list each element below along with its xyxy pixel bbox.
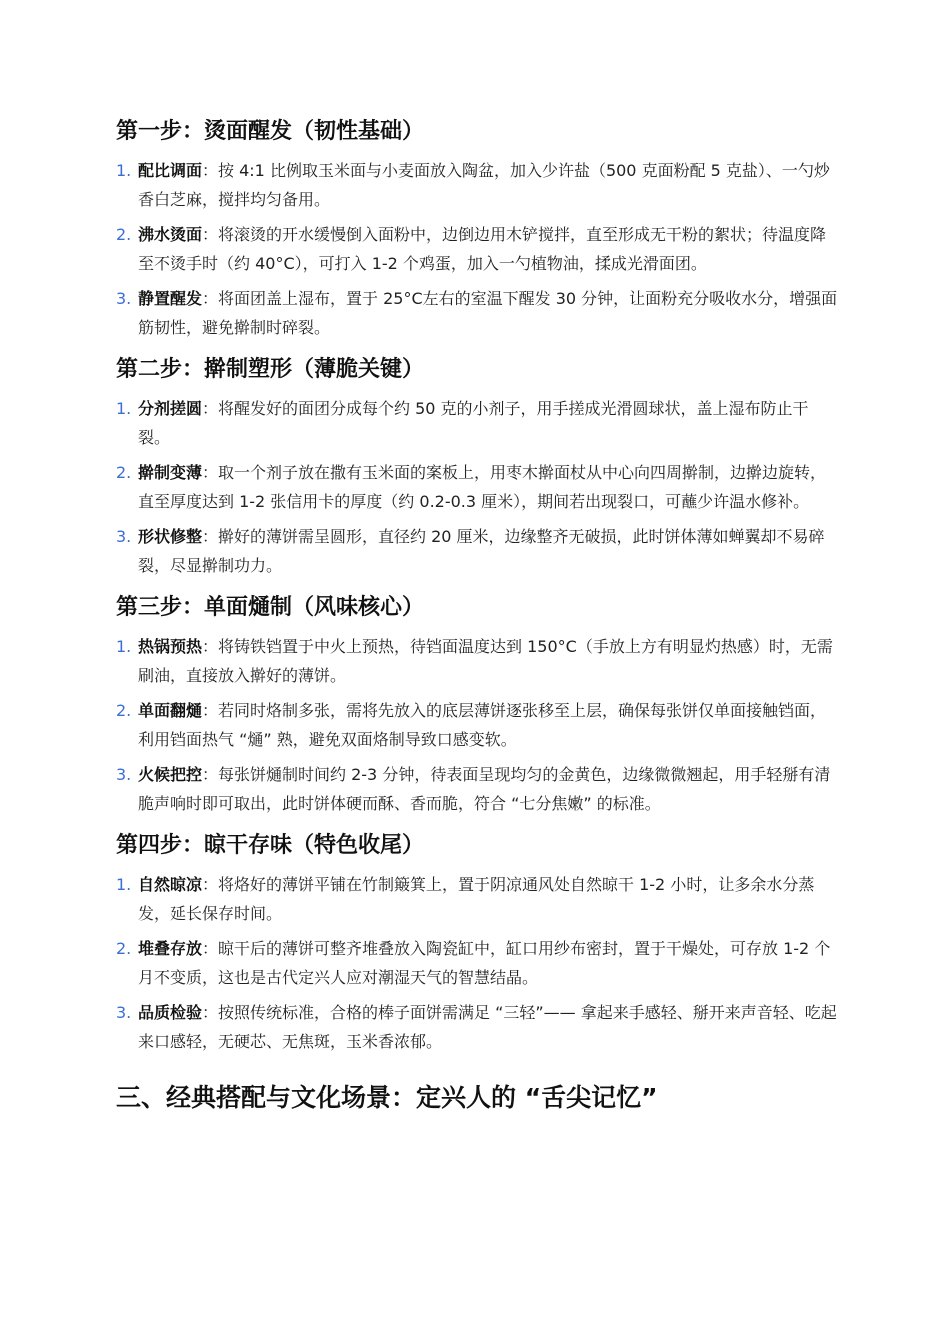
document-content <box>116 116 838 1116</box>
step-heading: 第二步：擀制塑形（薄脆关键） <box>116 357 425 382</box>
item-number: 3. <box>116 289 132 308</box>
item-number: 2. <box>116 701 132 720</box>
item-number: 2. <box>116 939 132 958</box>
list-item <box>116 285 838 342</box>
step-list <box>116 395 838 580</box>
item-number: 3. <box>116 765 132 784</box>
section-heading: 三、经典搭配与文化场景：定兴人的 “舌尖记忆” <box>116 1083 658 1112</box>
item-label: 分剂搓圆 <box>138 399 203 418</box>
step-section-2 <box>116 354 838 580</box>
step-section-4 <box>116 830 838 1056</box>
list-item <box>116 633 838 690</box>
item-number: 3. <box>116 527 132 546</box>
item-label: 静置醒发 <box>138 289 203 308</box>
item-label: 自然晾凉 <box>138 875 203 894</box>
list-item <box>116 761 838 818</box>
item-text: ：将醒发好的面团分成每个约 50 克的小剂子，用手搓成光滑圆球状，盖上湿布防止干裂。 <box>138 399 809 447</box>
step-list <box>116 633 838 818</box>
step-heading: 第三步：单面熥制（风味核心） <box>116 595 425 620</box>
item-text: ：将滚烫的开水缓慢倒入面粉中，边倒边用木铲搅拌，直至形成无干粉的絮状；待温度降至不烫手时（约 40°C），可打入 1-2 个鸡蛋，加入一勺植物油，揉成光滑面团。 <box>138 225 827 273</box>
list-item <box>116 871 838 928</box>
item-number: 3. <box>116 1003 132 1022</box>
list-item <box>116 395 838 452</box>
step-list <box>116 157 838 342</box>
item-label: 品质检验 <box>138 1003 203 1022</box>
item-text: ：将面团盖上湿布，置于 25°C左右的室温下醒发 30 分钟，让面粉充分吸收水分，增强面筋韧性，避免擀制时碎裂。 <box>138 289 838 337</box>
item-number: 2. <box>116 225 132 244</box>
item-text: ：擀好的薄饼需呈圆形，直径约 20 厘米，边缘整齐无破损，此时饼体薄如蝉翼却不易碎裂，尽显擀制功力。 <box>138 527 825 575</box>
list-item <box>116 523 838 580</box>
list-item <box>116 157 838 214</box>
list-item <box>116 935 838 992</box>
list-item <box>116 459 838 516</box>
step-section-1 <box>116 116 838 342</box>
item-number: 2. <box>116 463 132 482</box>
item-number: 1. <box>116 161 132 180</box>
item-text: ：按照传统标准，合格的棒子面饼需满足 “三轻”—— 拿起来手感轻、掰开来声音轻、吃起来口感轻，无硬芯、无焦斑，玉米香浓郁。 <box>138 1003 837 1051</box>
item-text: ：将铸铁铛置于中火上预热，待铛面温度达到 150°C（手放上方有明显灼热感）时，无需刷油，直接放入擀好的薄饼。 <box>138 637 833 685</box>
item-text: ：按 4:1 比例取玉米面与小麦面放入陶盆，加入少许盐（500 克面粉配 5 克盐）、一勺炒香白芝麻，搅拌均匀备用。 <box>138 161 830 209</box>
item-label: 火候把控 <box>138 765 203 784</box>
step-heading: 第一步：烫面醒发（韧性基础） <box>116 119 425 144</box>
item-label: 擀制变薄 <box>138 463 203 482</box>
step-heading: 第四步：晾干存味（特色收尾） <box>116 833 425 858</box>
item-label: 堆叠存放 <box>138 939 203 958</box>
list-item <box>116 221 838 278</box>
step-list <box>116 871 838 1056</box>
item-number: 1. <box>116 399 132 418</box>
item-label: 单面翻熥 <box>138 701 203 720</box>
item-text: ：每张饼熥制时间约 2-3 分钟，待表面呈现均匀的金黄色，边缘微微翘起，用手轻掰有清脆声响时即可取出，此时饼体硬而酥、香而脆，符合 “七分焦嫩” 的标准。 <box>138 765 831 813</box>
item-text: ：取一个剂子放在撒有玉米面的案板上，用枣木擀面杖从中心向四周擀制，边擀边旋转，直至厚度达到 1-2 张信用卡的厚度（约 0.2-0.3 厘米），期间若出现裂口，可蘸少许温水修补。 <box>138 463 827 511</box>
item-number: 1. <box>116 637 132 656</box>
item-text: ：将烙好的薄饼平铺在竹制簸箕上，置于阴凉通风处自然晾干 1-2 小时，让多余水分蒸发，延长保存时间。 <box>138 875 815 923</box>
item-label: 沸水烫面 <box>138 225 203 244</box>
item-label: 配比调面 <box>138 161 203 180</box>
item-number: 1. <box>116 875 132 894</box>
item-label: 热锅预热 <box>138 637 203 656</box>
step-section-3 <box>116 592 838 818</box>
list-item <box>116 999 838 1056</box>
item-label: 形状修整 <box>138 527 203 546</box>
item-text: ：若同时烙制多张，需将先放入的底层薄饼逐张移至上层，确保每张饼仅单面接触铛面，利用铛面热气 “熥” 熟，避免双面烙制导致口感变软。 <box>138 701 827 749</box>
item-text: ：晾干后的薄饼可整齐堆叠放入陶瓷缸中，缸口用纱布密封，置于干燥处，可存放 1-2 个月不变质，这也是古代定兴人应对潮湿天气的智慧结晶。 <box>138 939 831 987</box>
list-item <box>116 697 838 754</box>
